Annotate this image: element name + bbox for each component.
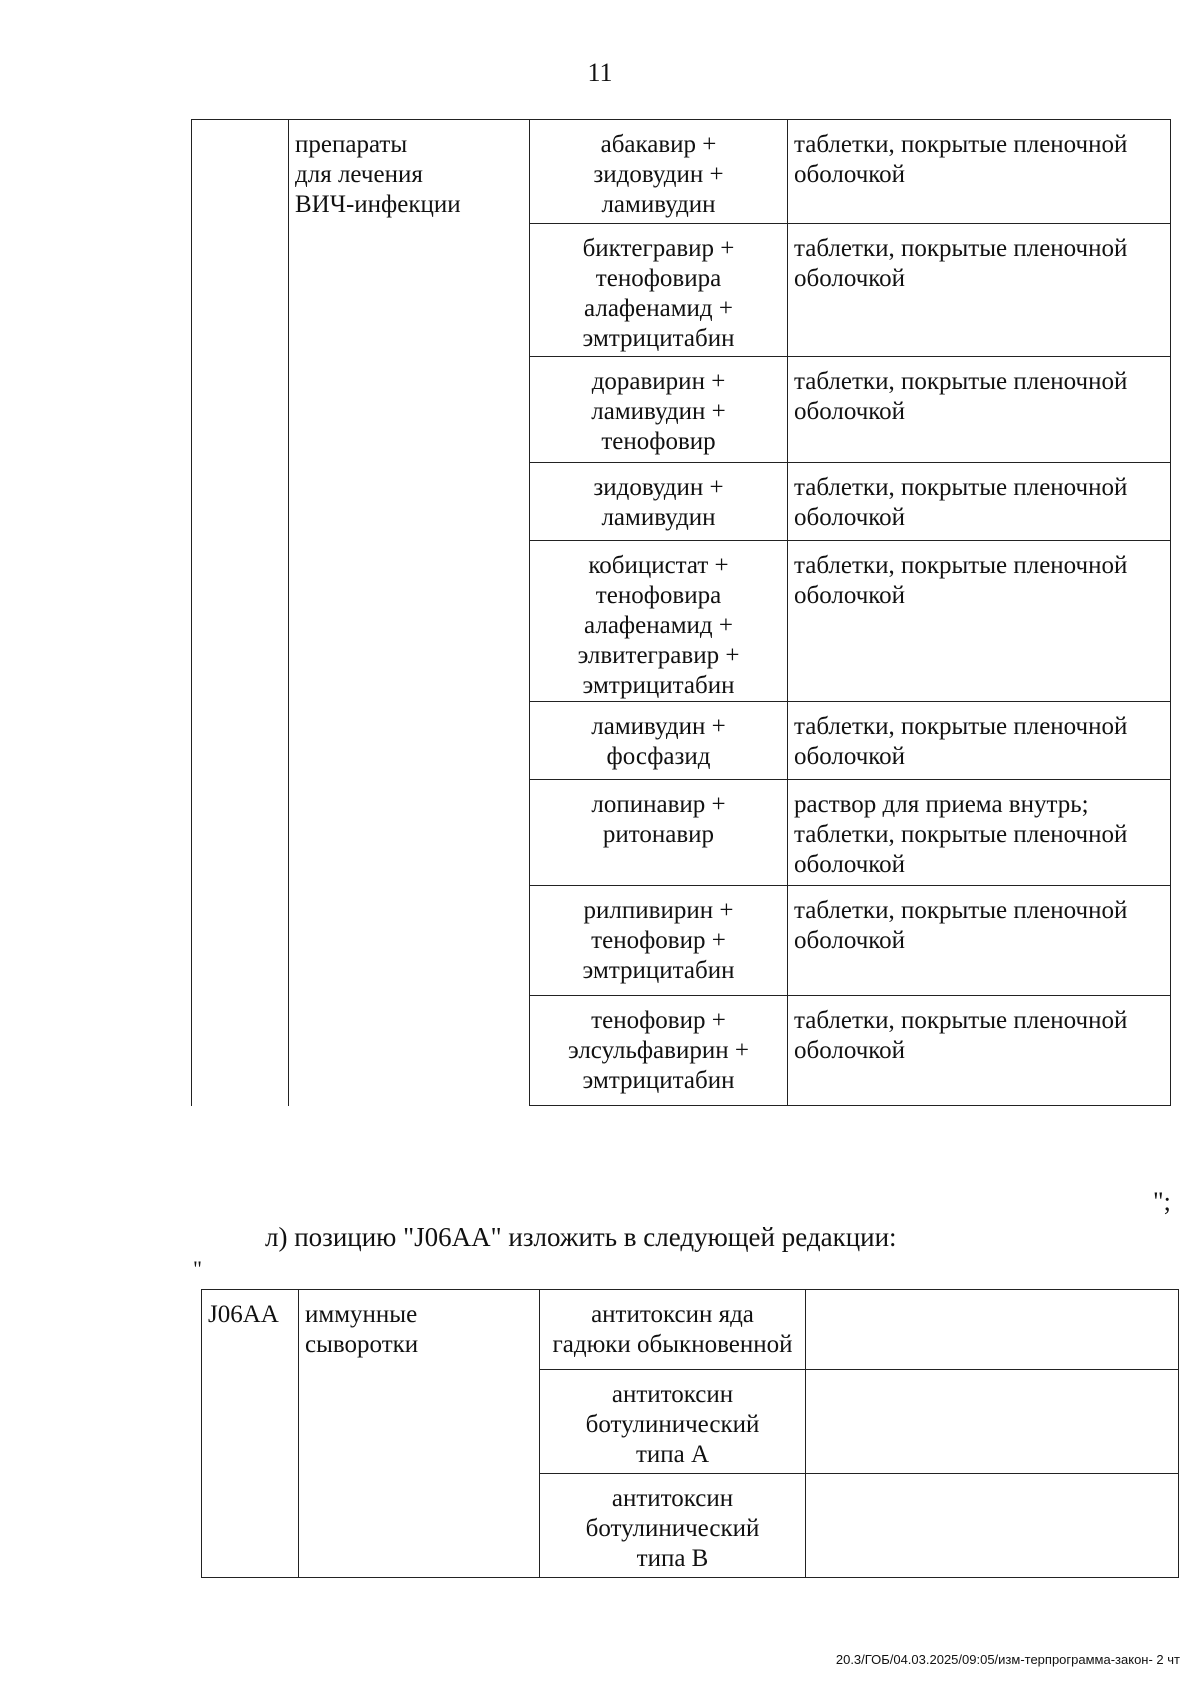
drug-name-cell: тенофовир + элсульфавирин + эмтрицитабин [530, 996, 788, 1106]
atc-code-cell: J06AA [202, 1290, 299, 1578]
dosage-form-cell [806, 1370, 1179, 1474]
dosage-form-cell: таблетки, покрытые пленочной оболочкой [788, 463, 1171, 541]
dosage-form-cell: таблетки, покрытые пленочной оболочкой [788, 996, 1171, 1106]
instruction-text: л) позицию "J06AA" изложить в следующей редакции: [265, 1222, 897, 1252]
drug-name-cell: ламивудин + фосфазид [530, 702, 788, 780]
dosage-form-cell: таблетки, покрытые пленочной оболочкой [788, 702, 1171, 780]
drug-name-cell: кобицистат + тенофовира алафенамид + элвитегравир + эмтрицитабин [530, 541, 788, 702]
table-row [192, 120, 1171, 224]
opening-quote: " [193, 1256, 202, 1281]
drug-name-cell: абакавир + зидовудин + ламивудин [530, 120, 788, 224]
code-cell-empty [192, 120, 289, 1106]
drug-name-cell: биктегравир + тенофовира алафенамид + эмтрицитабин [530, 224, 788, 357]
dosage-form-cell: таблетки, покрытые пленочной оболочкой [788, 886, 1171, 996]
page-number: 11 [587, 58, 613, 87]
dosage-form-cell: таблетки, покрытые пленочной оболочкой [788, 120, 1171, 224]
group-name-cell: иммунные сыворотки [299, 1290, 540, 1578]
group-name-cell: препараты для лечения ВИЧ-инфекции [289, 120, 530, 1106]
drug-name-cell: лопинавир + ритонавир [530, 780, 788, 886]
drug-name-cell: антитоксин ботулинический типа В [540, 1474, 806, 1578]
dosage-form-cell: таблетки, покрытые пленочной оболочкой [788, 224, 1171, 357]
drug-name-cell: зидовудин + ламивудин [530, 463, 788, 541]
drug-name-cell: антитоксин ботулинический типа А [540, 1370, 806, 1474]
closing-quote: "; [1153, 1187, 1171, 1216]
table-row [202, 1290, 1179, 1370]
hiv-drugs-table [191, 119, 1171, 1106]
drug-name-cell: рилпивирин + тенофовир + эмтрицитабин [530, 886, 788, 996]
drug-name-cell: антитоксин яда гадюки обыкновенной [540, 1290, 806, 1370]
dosage-form-cell: таблетки, покрытые пленочной оболочкой [788, 357, 1171, 463]
dosage-form-cell: таблетки, покрытые пленочной оболочкой [788, 541, 1171, 702]
footer-reference: 20.3/ГОБ/04.03.2025/09:05/изм-терпрограмма-закон- 2 чт [835, 1652, 1180, 1667]
dosage-form-cell [806, 1474, 1179, 1578]
immune-sera-table [201, 1289, 1179, 1578]
drug-name-cell: доравирин + ламивудин + тенофовир [530, 357, 788, 463]
dosage-form-cell [806, 1290, 1179, 1370]
dosage-form-cell: раствор для приема внутрь; таблетки, покрытые пленочной оболочкой [788, 780, 1171, 886]
